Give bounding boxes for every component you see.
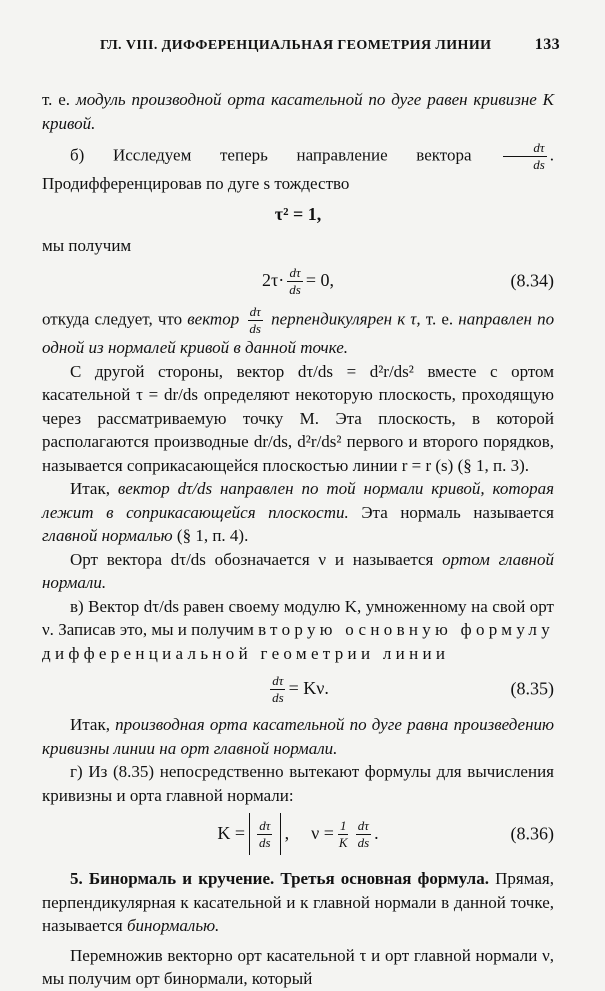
formula-8-35: $\frac{d\tau}{ds}$ = Kν. (8.35) bbox=[272, 672, 554, 705]
paragraph-1: т. е. модуль производной орта касательной по дуге равен кривизне K кривой. bbox=[42, 90, 554, 133]
paragraph-2: б) Исследуем теперь направление вектора $\frac{d\tau}{ds}$ . Продифференцировав по дуге s тождество bbox=[42, 140, 554, 193]
paragraph-4: откуда следует, что вектор $\frac{d\tau}{ds}$ перпендикулярен к τ, т. е. направлен по одной из нормалей кривой в данной точке. bbox=[42, 304, 555, 357]
running-title: ГЛ. VIII. ДИФФЕРЕНЦИАЛЬНАЯ ГЕОМЕТРИЯ ЛИНИИ bbox=[100, 38, 492, 53]
paragraph-5: С другой стороны, вектор dτ/ds = d²r/ds² вместе с ортом касательной τ = dr/ds определяют некоторую плоскость, проходящую через рассматриваемую точку M. Эта плоскость, в которой располагаются производные dr/ds, d²r/ds² первого и второго порядков, называется соприкасающейся плоскостью линии r = r (s) (§ 1, п. 3). bbox=[42, 361, 554, 475]
formula-8-34: 2τ· $\frac{d\tau}{ds}$ = 0, (8.34) bbox=[262, 264, 554, 297]
section-title: 5. Бинормаль и кручение. Третья основная формула. bbox=[70, 869, 489, 888]
paragraph-8: в) Вектор dτ/ds равен своему модулю K, умноженному на свой орт ν. Записав это, мы и получим вторую основную формулу дифференциальной геометрии линии bbox=[42, 596, 555, 663]
absolute-value: $\frac{d\tau}{ds}$ bbox=[249, 813, 281, 855]
emphasis-text: модуль производной орта касательной по дуге равен кривизне K кривой. bbox=[42, 90, 554, 133]
equation-number: (8.36) bbox=[510, 823, 554, 844]
formula-tau-squared: τ² = 1, bbox=[274, 203, 322, 224]
paragraph-10: г) Из (8.35) непосредственно вытекают формулы для вычисления кривизны и орта главной нормали: bbox=[42, 762, 554, 805]
paragraph-3: мы получим bbox=[42, 235, 132, 255]
paragraph-9: Итак, производная орта касательной по дуге равна произведению кривизны линии на орт главной нормали. bbox=[42, 715, 555, 758]
paragraph-6: Итак, вектор dτ/ds направлен по той нормали кривой, которая лежит в соприкасающейся плоскости. Эта нормаль называется главной нормалью (§ 1, п. 4). bbox=[42, 479, 555, 545]
formula-8-36: K = $\frac{d\tau}{ds}$ , ν = $\frac{1}{K}$ $\frac{d\tau}{ds}$ . (8.36) bbox=[42, 807, 554, 861]
paragraph-7: Орт вектора dτ/ds обозначается ν и называется ортом главной нормали. bbox=[42, 549, 554, 592]
page-body bbox=[42, 88, 554, 991]
section-5: 5. Бинормаль и кручение. Третья основная формула. Прямая, перпендикулярная к касательной и к главной нормали в данной точке, называется бинормалью. bbox=[42, 869, 554, 935]
equation-number: (8.34) bbox=[510, 270, 554, 291]
equation-number: (8.35) bbox=[510, 678, 554, 699]
page-header bbox=[60, 36, 560, 58]
fraction-dtau-ds: $\frac{d\tau}{ds}$ bbox=[503, 141, 547, 172]
page-number: 133 bbox=[534, 36, 560, 53]
paragraph-11: Перемножив векторно орт касательной τ и орт главной нормали ν, мы получим орт бинормали, который bbox=[42, 945, 554, 988]
